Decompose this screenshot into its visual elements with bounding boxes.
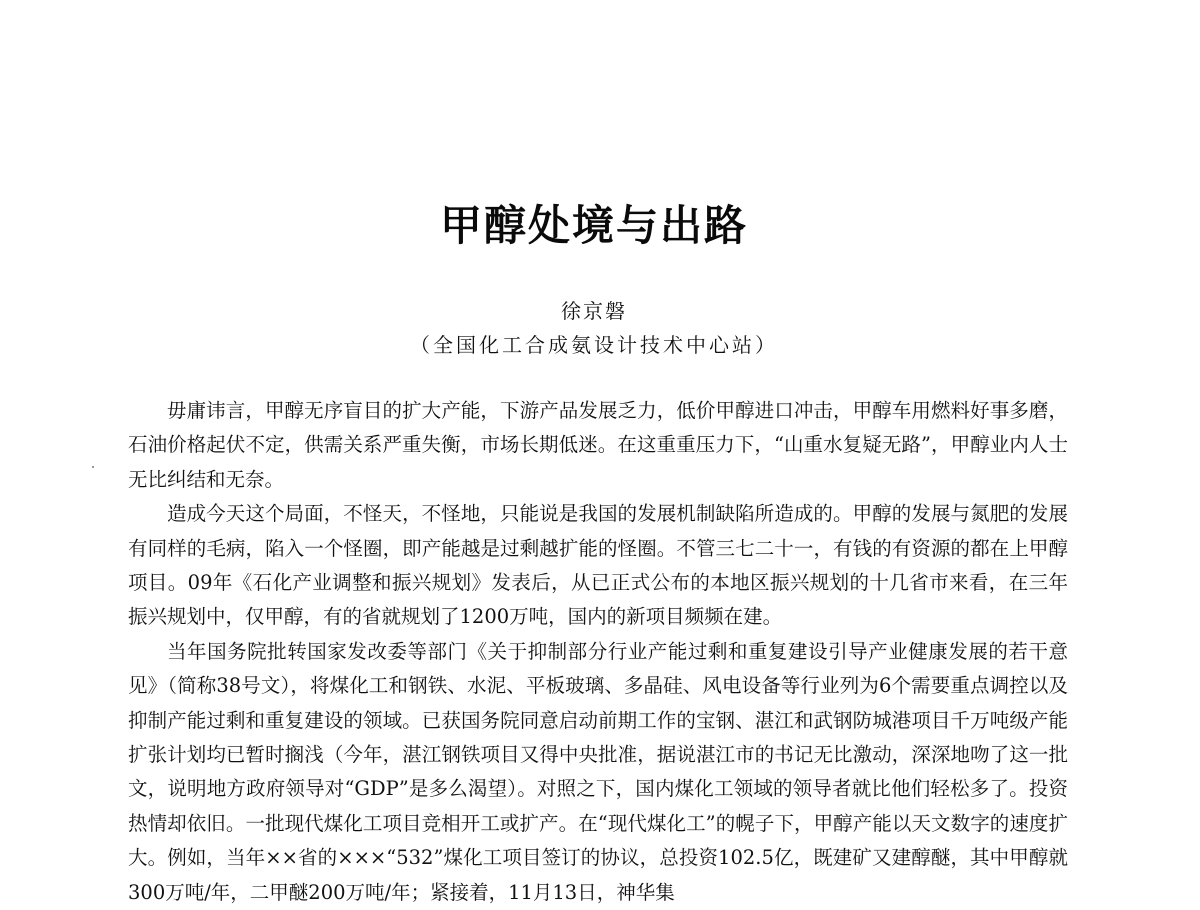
author-affiliation: （全国化工合成氨设计技术中心站） — [410, 333, 778, 357]
author-name: 徐京磐 — [561, 299, 627, 323]
scan-speck — [92, 466, 94, 468]
paragraph-3: 当年国务院批转国家发改委等部门《关于抑制部分行业产能过剩和重复建设引导产业健康发展的若干意见》（简称38号文），将煤化工和钢铁、水泥、平板玻璃、多晶硅、风电设备等行业列为6个需要重点调控以及抑制产能过剩和重复建设的领域。已获国务院同意启动前期工作的宝钢、湛江和武钢防城港项目千万吨级产能扩张计划均已暂时搁浅（今年，湛江钢铁项目又得中央批准，据说湛江市的书记无比激动，深深地吻了这一批文，说明地方政府领导对“GDP”是多么渴望）。对照之下，国内煤化工领域的领导者就比他们轻松多了。投资热情却依旧。一批现代煤化工项目竞相开工或扩产。在“现代煤化工”的幌子下，甲醇产能以天文数字的速度扩大。例如，当年××省的×××“532”煤化工项目签订的协议，总投资102.5亿，既建矿又建醇醚，其中甲醇就300万吨/年，二甲醚200万吨/年；紧接着，11月13日，神华集 — [128, 639, 1068, 904]
article-title: 甲醇处境与出路 — [439, 201, 748, 250]
article-body — [128, 394, 1068, 910]
paragraph-2: 造成今天这个局面，不怪天，不怪地，只能说是我国的发展机制缺陷所造成的。甲醇的发展与氮肥的发展有同样的毛病，陷入一个怪圈，即产能越是过剩越扩能的怪圈。不管三七二十一，有钱的有资源的都在上甲醇项目。09年《石化产业调整和振兴规划》发表后，从已正式公布的本地区振兴规划的十几省市来看，在三年振兴规划中，仅甲醇，有的省就规划了1200万吨，国内的新项目频频在建。 — [128, 502, 1068, 629]
paragraph-1: 毋庸讳言，甲醇无序盲目的扩大产能，下游产品发展乏力，低价甲醇进口冲击，甲醇车用燃料好事多磨，石油价格起伏不定，供需关系严重失衡，市场长期低迷。在这重重压力下，“山重水复疑无路”，甲醇业内人士无比纠结和无奈。 — [128, 399, 1068, 491]
